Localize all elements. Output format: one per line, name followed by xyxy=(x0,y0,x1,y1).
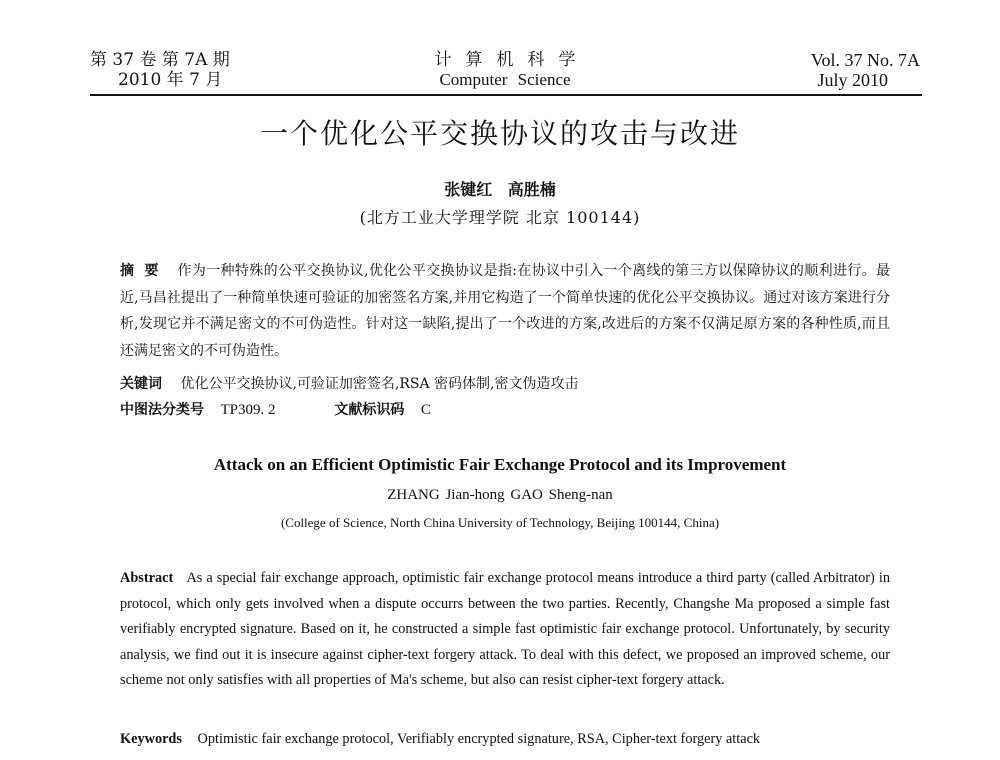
abstract-cn xyxy=(120,258,890,364)
affiliation-cn: (北方工业大学理学院 北京 100144) xyxy=(359,208,641,227)
abstract-cn-label: 摘要 xyxy=(120,263,169,279)
classification-cn xyxy=(120,399,890,419)
keywords-en-text: Optimistic fair exchange protocol, Verifiably encrypted signature, RSA, Cipher-text forgery attack xyxy=(197,731,761,747)
doc-code-value: C xyxy=(420,402,431,418)
keywords-en xyxy=(120,731,890,748)
journal-header xyxy=(90,50,920,96)
journal-name-cn: 计算机科学 xyxy=(434,50,590,70)
keywords-cn-label: 关键词 xyxy=(120,376,162,392)
affiliation-en: (College of Science, North China University of Technology, Beijing 100144, China) xyxy=(280,515,720,530)
keywords-cn-text: 优化公平交换协议,可验证加密签名,RSA 密码体制,密文伪造攻击 xyxy=(180,376,579,392)
abstract-en-text: As a special fair exchange approach, optimistic fair exchange protocol means introduce a third party (called Arbitrator) in protocol, which only gets involved when a dispute occurrs between the two parties. Recently, Changshe Ma proposed a simple fast verifiably encrypted signature. Based on it, he constructed a simple fast optimistic fair exchange protocol. Unfortunately, by security analysis, we find out it is insecure against cipher-text forgery attack. To deal with this defect, we proposed an improved scheme, our scheme not only satisfies with all properties of Ma's scheme, but also can resist cipher-text forgery attack. xyxy=(120,570,890,689)
header-divider xyxy=(90,94,922,96)
doc-code-label: 文献标识码 xyxy=(334,402,405,418)
abstract-en-label: Abstract xyxy=(120,570,174,586)
header-volume-issue-en: Vol. 37 No. 7A xyxy=(810,50,920,70)
header-date-cn: 2010 年 7 月 xyxy=(118,70,223,90)
header-center xyxy=(90,50,920,90)
authors-cn: 张键红 高胜楠 xyxy=(444,180,556,199)
clc-value: TP309. 2 xyxy=(220,402,276,418)
keywords-en-label: Keywords xyxy=(120,731,182,747)
paper-title-cn: 一个优化公平交换协议的攻击与改进 xyxy=(259,117,740,150)
paper-title-en: Attack on an Efficient Optimistic Fair Exchange Protocol and its Improvement xyxy=(213,455,787,474)
authors-en: ZHANG Jian-hong GAO Sheng-nan xyxy=(387,487,613,503)
abstract-cn-text: 作为一种特殊的公平交换协议,优化公平交换协议是指:在协议中引入一个离线的第三方以保障协议的顺利进行。最近,马昌社提出了一种简单快速可验证的加密签名方案,并用它构造了一个简单快速的优化公平交换协议。通过对该方案进行分析,发现它并不满足密文的不可伪造性。针对这一缺陷,提出了一个改进的方案,改进后的方案不仅满足原方案的各种性质,而且还满足密文的不可伪造性。 xyxy=(120,263,891,359)
abstract-en xyxy=(120,566,890,694)
clc-label: 中图法分类号 xyxy=(120,402,204,418)
journal-name-en: Computer Science xyxy=(439,70,571,89)
header-volume-issue-cn: 第 37 卷 第 7A 期 xyxy=(90,50,230,70)
header-date-en: July 2010 xyxy=(817,70,888,90)
keywords-cn xyxy=(120,373,890,393)
header-right xyxy=(811,50,920,90)
